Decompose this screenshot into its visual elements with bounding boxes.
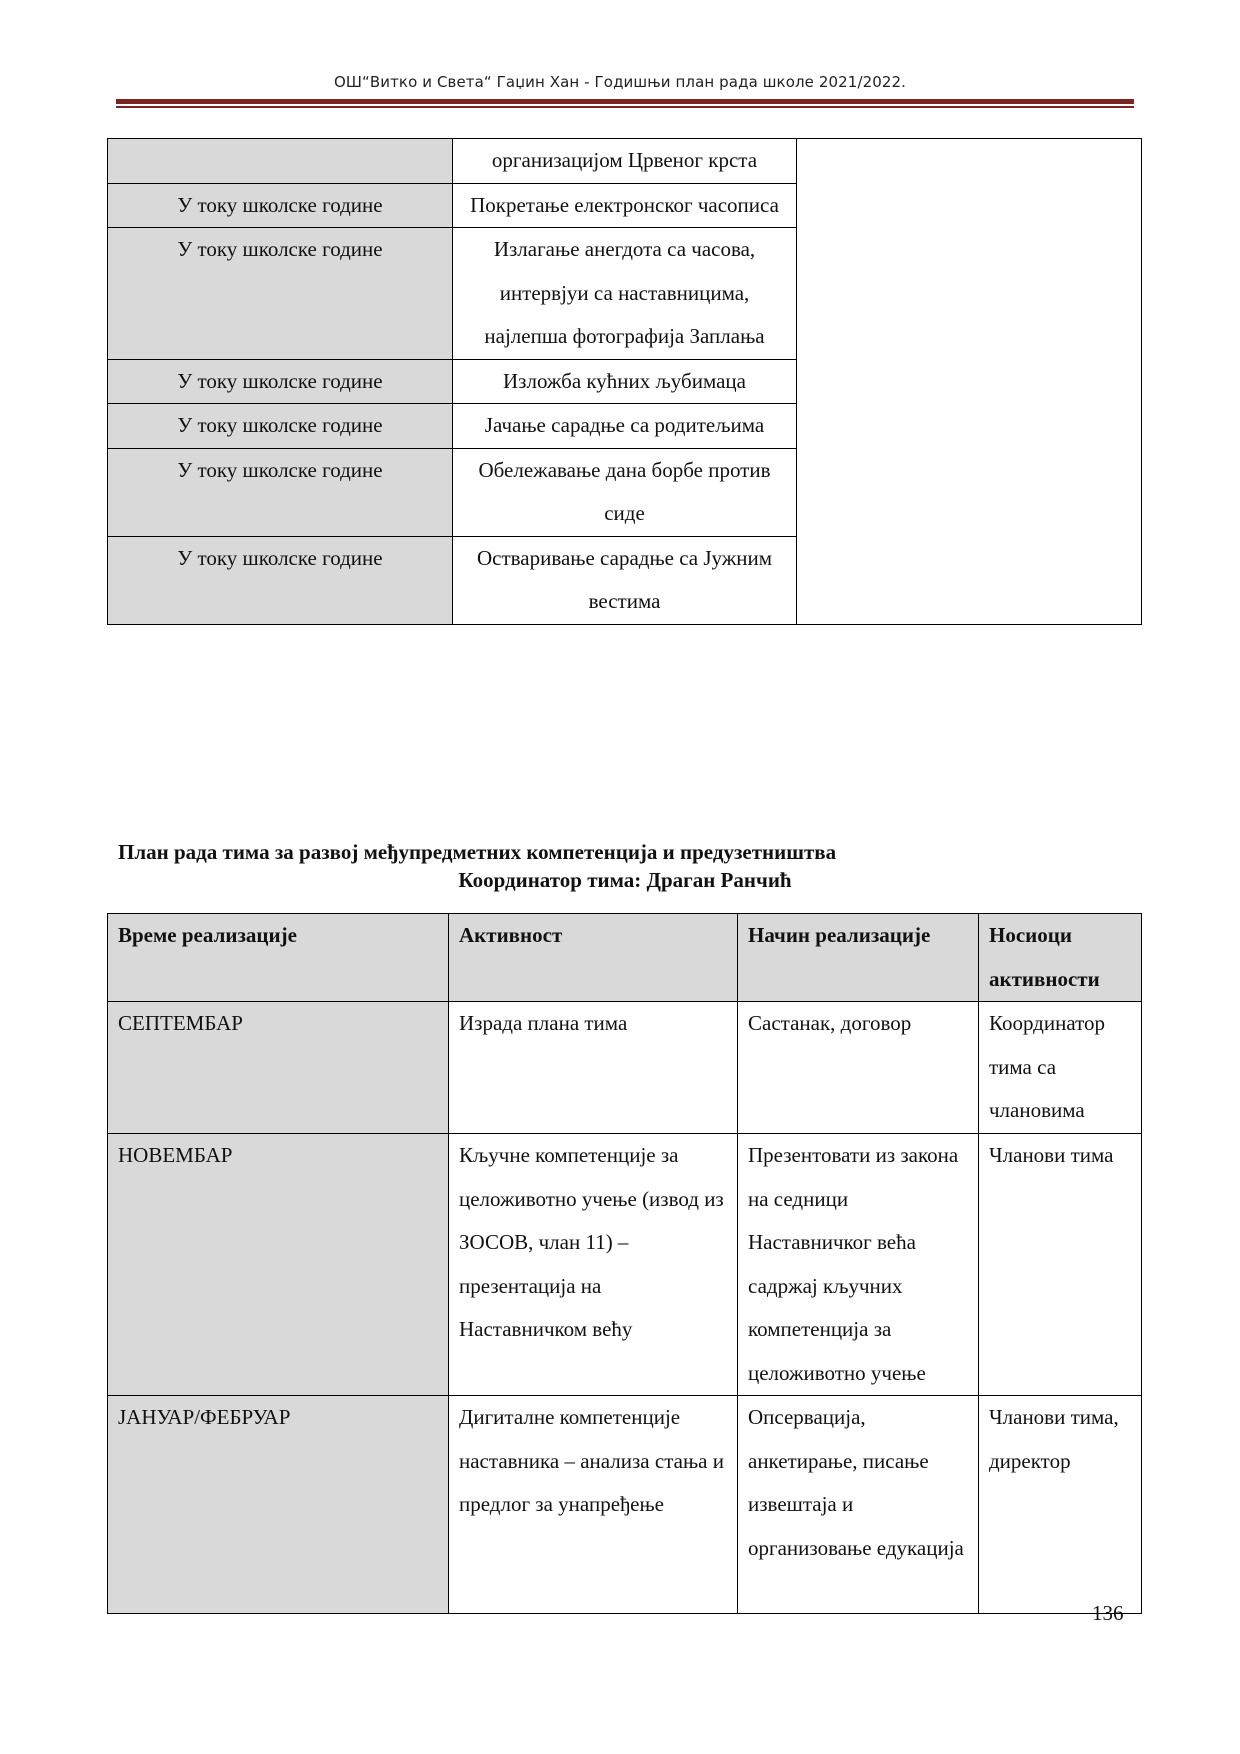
page-number: 136 bbox=[1092, 1601, 1124, 1625]
coordinator-line: Координатор тима: Драган Ранчић bbox=[458, 868, 792, 892]
activity-cell: организацијом Црвеног крста bbox=[453, 139, 797, 184]
time-cell: У току школске године bbox=[108, 183, 453, 228]
activity-cell: Остваривање сарадње са Јужним вестима bbox=[453, 536, 797, 624]
activity-cell: Дигиталне компетенције наставника – анализа стања и предлог за унапређење bbox=[449, 1396, 738, 1614]
page-header: ОШ“Витко и Света“ Гаџин Хан - Годишњи план рада школе 2021/2022. bbox=[333, 73, 907, 91]
table-row bbox=[108, 1134, 1142, 1396]
method-cell: Опсервација, анкетирање, писање извештаја и организовање едукација bbox=[738, 1396, 979, 1614]
activity-cell: Јачање сарадње са родитељима bbox=[453, 404, 797, 449]
header-holders: Носиоци активности bbox=[979, 914, 1142, 1002]
holders-cell: Чланови тима, директор bbox=[979, 1396, 1142, 1614]
method-cell: Састанак, договор bbox=[738, 1002, 979, 1134]
activity-cell: Обележавање дана борбе против сиде bbox=[453, 448, 797, 536]
header-rule-thin bbox=[116, 106, 1134, 108]
team-plan-table bbox=[107, 913, 1142, 1614]
table-row bbox=[108, 1396, 1142, 1614]
table-row bbox=[108, 1002, 1142, 1134]
time-cell bbox=[108, 139, 453, 184]
activity-cell: Покретање електронског часописа bbox=[453, 183, 797, 228]
time-cell: У току школске године bbox=[108, 448, 453, 536]
time-cell: У току школске године bbox=[108, 359, 453, 404]
holders-cell: Чланови тима bbox=[979, 1134, 1142, 1396]
table-row bbox=[108, 139, 1142, 184]
activity-cell: Кључне компетенције за целоживотно учење (извод из ЗОСОВ, члан 11) – презентација на Наставничком већу bbox=[449, 1134, 738, 1396]
time-cell: ЈАНУАР/ФЕБРУАР bbox=[108, 1396, 449, 1614]
activity-cell: Израда плана тима bbox=[449, 1002, 738, 1134]
time-cell: У току школске године bbox=[108, 536, 453, 624]
empty-cell bbox=[797, 139, 1142, 625]
time-cell: НОВЕМБАР bbox=[108, 1134, 449, 1396]
header-method: Начин реализације bbox=[738, 914, 979, 1002]
time-cell: У току школске године bbox=[108, 404, 453, 449]
activity-cell: Излагање анегдота са часова, интервјуи са наставницима, најлепша фотографија Заплања bbox=[453, 228, 797, 360]
time-cell: СЕПТЕМБАР bbox=[108, 1002, 449, 1134]
table-header-row bbox=[108, 914, 1142, 1002]
activities-table-continued bbox=[107, 138, 1142, 625]
header-activity: Активност bbox=[449, 914, 738, 1002]
method-cell: Презентовати из закона на седници Наставничког већа садржај кључних компетенција за целоживотно учење bbox=[738, 1134, 979, 1396]
header-time: Време реализације bbox=[108, 914, 449, 1002]
holders-cell: Координатор тима са члановима bbox=[979, 1002, 1142, 1134]
header-rule bbox=[116, 99, 1134, 104]
activity-cell: Изложба кућних љубимаца bbox=[453, 359, 797, 404]
time-cell: У току школске године bbox=[108, 228, 453, 360]
section-title: План рада тима за развој међупредметних компетенција и предузетништва bbox=[118, 840, 837, 864]
